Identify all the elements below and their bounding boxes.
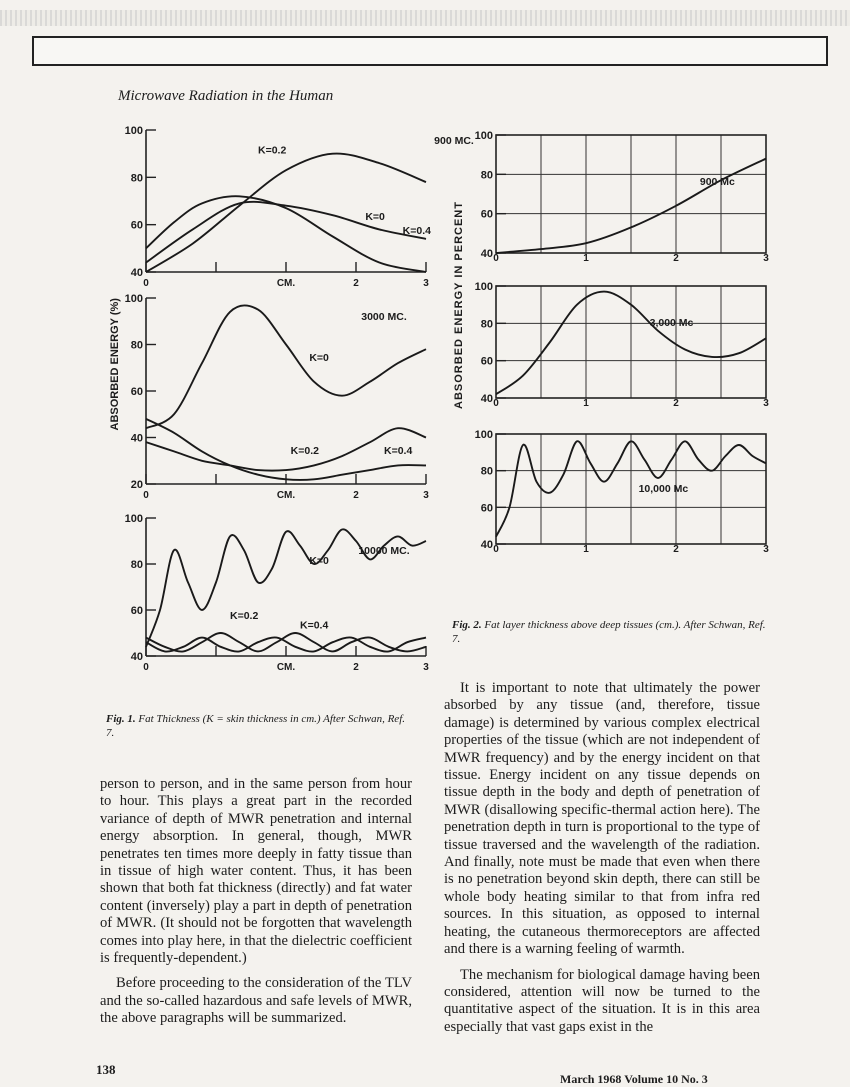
y-tick-label: 80 [480,465,493,478]
fig1-caption-text: Fat Thickness (K = skin thickness in cm.) After Schwan, Ref. 7. [106,713,405,739]
x-tick-label: 3 [763,544,769,555]
series-label: K=0.4 [402,225,431,238]
x-tick-label: 2 [353,490,359,501]
frequency-label: 10000 MC. [358,545,410,557]
y-tick-label: 40 [480,393,493,405]
series-label: K=0.2 [230,610,259,623]
y-tick-label: 100 [474,130,493,142]
series-line [146,196,426,272]
x-tick-label: CM. [276,490,296,501]
series-label: K=0 [309,351,329,364]
y-tick-label: 40 [480,539,493,551]
y-tick-label: 60 [130,386,143,398]
x-tick-label: 2 [353,278,359,289]
left-paragraph: Before proceeding to the consideration of the TLV and the so-called hazardous and safe levels of MWR, the above paragraphs will be summarized. [100,975,412,1027]
y-tick-label: 60 [130,219,143,232]
y-tick-label: 40 [130,267,143,279]
series-label: K=0.2 [290,444,319,457]
scan-artifact-band [0,10,850,26]
fig1-panel-900mc [100,118,474,298]
fig2-panel-10000mc [450,424,780,574]
y-tick-label: 60 [480,502,493,515]
x-tick-label: CM. [276,278,296,289]
series-label: K=0.4 [384,444,413,457]
y-tick-label: 80 [130,339,143,352]
y-tick-label: 40 [130,651,143,663]
fig2-panel-3000mc [450,278,780,423]
x-tick-label: 1 [583,398,589,409]
x-tick-label: 3 [423,490,429,501]
y-tick-label: 40 [130,432,143,445]
fig1-caption-label: Fig. 1. [106,713,136,725]
x-tick-label: 3 [763,398,769,409]
series-label: K=0 [309,555,329,567]
fig1-panel-10000mc [100,506,440,676]
x-tick-label: 0 [493,398,499,409]
left-paragraph: person to person, and in the same person from hour to hour. This plays a great part in the recorded variance of depth of MWR penetration and internal energy absorption. In general, though, MWR penetrates ten times more deeply in fatty tissue than in tissue of high water content. Thus, it has been shown that both fat thickness (directly) and fat water content (inversely) play a part in depth of penetration of MWR. (It should not be forgotten that wavelength comes into play here, in that the dielectric coefficient is frequently-dependent.) [100,776,412,967]
x-tick-label: 0 [143,490,149,501]
fig2-ylabel-text: ABSORBED ENERGY IN PERCENT [453,201,465,409]
x-tick-label: 0 [493,544,499,555]
fig2-shared-ylabel [450,195,470,415]
x-tick-label: 3 [423,662,429,673]
y-tick-label: 60 [480,355,493,368]
fig2-caption-label: Fig. 2. [452,619,482,631]
x-tick-label: 2 [353,662,359,673]
page-number: 138 [96,1062,116,1077]
running-head: Microwave Radiation in the Human [118,88,334,104]
y-tick-label: 80 [130,559,143,571]
fig1-caption [106,712,406,740]
fig2-caption [452,618,772,646]
right-paragraph: It is important to note that ultimately the power absorbed by any tissue (and, therefore, tissue damage) is determined by various complex electrical properties of the tissue (which are not independent of MWR frequency) and by the energy incident on that tissue. Energy incident on any tissue depends on tissue depth in the body and depth of penetration of MWR (disallowing specific-thermal action here). The penetration depth in turn is proportional to the type of tissue traversed and the wavelength of the radiation. And finally, note must be made that even when there is no penetration beyond skin depth, there can still be whole body heating similar to that from infra red sources. In this situation, as opposed to internal heating, the cutaneous thermoreceptors are affected and there is a warning feeling of warmth. [444,680,760,958]
fig1-panel-3000mc [100,284,440,509]
x-tick-label: 2 [673,253,679,264]
y-tick-label: 80 [480,169,493,182]
y-tick-label: 60 [480,208,493,221]
frequency-label: 3,000 Mc [649,317,694,329]
fig2-caption-text: Fat layer thickness above deep tissues (cm.). After Schwan, Ref. 7. [452,619,766,645]
series-label: K=0 [365,210,385,223]
x-tick-label: 0 [493,253,499,264]
y-tick-label: 80 [130,172,143,185]
series-label: K=0.4 [300,619,329,632]
x-tick-label: 3 [423,278,429,289]
y-tick-label: 60 [130,605,143,617]
x-tick-label: 1 [583,253,589,264]
issue-footer: March 1968 Volume 10 No. 3 [560,1072,708,1086]
series-line [146,305,426,428]
frequency-label: 10,000 Mc [638,483,689,495]
left-column [100,776,412,1036]
frequency-label: 900 Mc [699,176,735,188]
frequency-label: 900 MC. [434,135,474,147]
x-tick-label: 2 [673,398,679,409]
y-tick-label: 100 [474,281,493,293]
y-tick-label: 20 [130,479,143,491]
y-tick-label: 100 [474,429,493,441]
x-tick-label: 0 [143,278,149,289]
y-tick-label: 100 [124,513,143,525]
x-tick-label: 1 [583,544,589,555]
series-label: K=0.2 [258,144,287,157]
y-tick-label: 100 [124,125,143,137]
right-column [444,680,760,1044]
x-tick-label: 3 [763,253,769,264]
x-tick-label: 0 [143,662,149,673]
header-rule-box [32,36,828,66]
right-paragraph: The mechanism for biological damage having been considered, attention will now be turned to the quantitative aspect of the situation. It is in this area especially that vast gaps exist in the [444,966,760,1035]
y-axis-label: ABSORBED ENERGY (%) [109,298,121,431]
frequency-label: 3000 MC. [361,311,407,323]
x-tick-label: CM. [276,662,296,673]
y-tick-label: 100 [124,293,143,305]
y-tick-label: 80 [480,318,493,331]
y-tick-label: 40 [480,248,493,260]
x-tick-label: 2 [673,544,679,555]
fig2-panel-900mc [450,125,780,275]
